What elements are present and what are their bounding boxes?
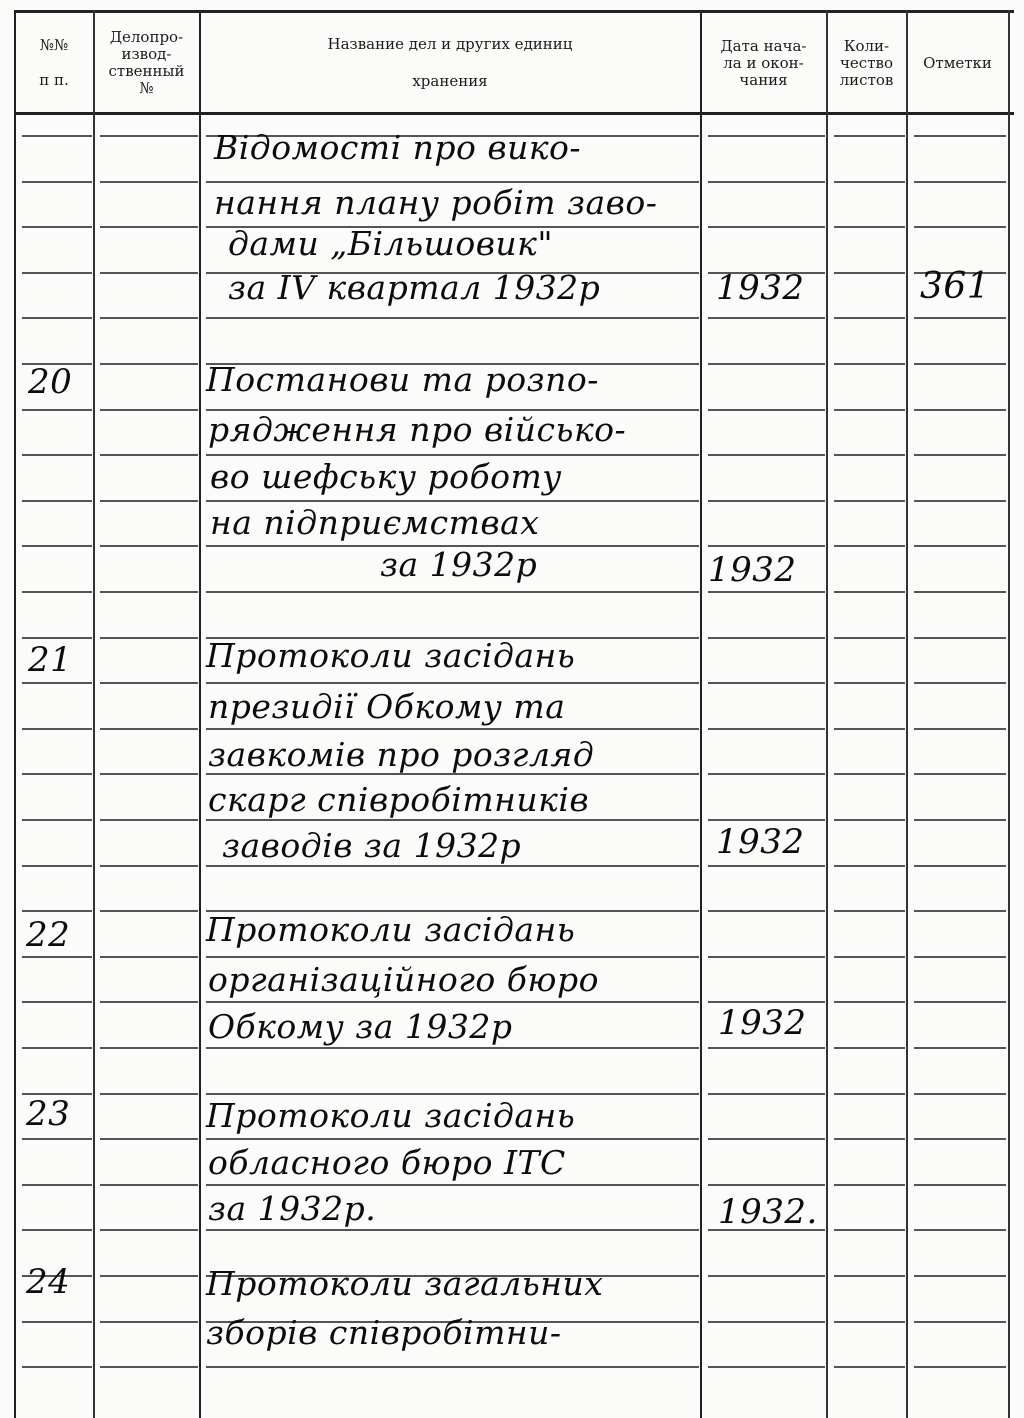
ruled-line [708, 226, 825, 228]
entry-number: 20 [28, 362, 73, 402]
entry-title-line: Протоколи засідань [206, 636, 576, 675]
ruled-line [834, 773, 905, 775]
ruled-line [914, 1001, 1006, 1003]
ruled-line [100, 135, 198, 137]
ruled-line [206, 1366, 699, 1368]
entry-title-line: Обкому за 1932р [208, 1007, 513, 1046]
ruled-line [708, 1321, 825, 1323]
entry-title-line: за IV квартал 1932р [228, 268, 601, 307]
ruled-line [914, 317, 1006, 319]
ruled-line [22, 910, 92, 912]
ruled-line [914, 682, 1006, 684]
ruled-line [22, 1138, 92, 1140]
header-title-line: хранения [412, 72, 488, 90]
entry-note: 361 [920, 266, 991, 307]
ruled-line [22, 637, 92, 639]
ruled-line [22, 773, 92, 775]
ruled-line [834, 1184, 905, 1186]
ruled-line [100, 181, 198, 183]
ruled-line [914, 1229, 1006, 1231]
ruled-line [834, 363, 905, 365]
ruled-line [914, 226, 1006, 228]
ruled-line [100, 773, 198, 775]
ruled-line [206, 728, 699, 730]
ruled-line [834, 1093, 905, 1095]
ruled-line [914, 728, 1006, 730]
header-dates-line: чания [739, 70, 788, 89]
entry-date: 1932. [718, 1192, 818, 1232]
header-notes-label: Отметки [923, 53, 992, 72]
ruled-line [708, 637, 825, 639]
ruled-line [100, 637, 198, 639]
header-office-line: № [139, 79, 154, 97]
ruled-line [834, 1275, 905, 1277]
ruled-line [100, 1001, 198, 1003]
ruled-line [914, 637, 1006, 639]
ruled-line [708, 454, 825, 456]
column-rule [199, 10, 201, 1418]
ruled-line [22, 500, 92, 502]
ruled-line [22, 272, 92, 274]
ruled-line [834, 591, 905, 593]
ruled-line [206, 454, 699, 456]
ruled-line [22, 1229, 92, 1231]
ruled-line [834, 1047, 905, 1049]
ruled-line [100, 317, 198, 319]
ruled-line [708, 1047, 825, 1049]
ruled-line [100, 1366, 198, 1368]
ruled-line [206, 865, 699, 867]
ruled-line [708, 500, 825, 502]
ruled-line [914, 181, 1006, 183]
ruled-line [100, 409, 198, 411]
entry-number: 24 [26, 1262, 71, 1302]
ruled-line [708, 181, 825, 183]
ruled-line [834, 272, 905, 274]
ruled-line [100, 865, 198, 867]
header-office-line: ственный [108, 62, 185, 80]
ruled-line [22, 226, 92, 228]
ruled-line [914, 1366, 1006, 1368]
header-sheets [828, 18, 905, 108]
ruled-line [100, 226, 198, 228]
ruled-line [834, 1001, 905, 1003]
ruled-line [22, 454, 92, 456]
header-num-line: №№ [39, 36, 69, 54]
ruled-line [22, 591, 92, 593]
header-num-line: п п. [39, 71, 69, 89]
ruled-line [914, 819, 1006, 821]
ruled-line [206, 1184, 699, 1186]
entry-title-line: президії Обкому та [208, 687, 566, 726]
ruled-line [834, 865, 905, 867]
ruled-line [914, 1321, 1006, 1323]
ruled-line [834, 545, 905, 547]
entry-title-line: зборів співробітни- [206, 1313, 562, 1352]
column-rule [1008, 10, 1010, 1418]
ruled-line [22, 956, 92, 958]
ruled-line [206, 1093, 699, 1095]
header-office-number [95, 18, 198, 108]
ruled-line [914, 1184, 1006, 1186]
ruled-line [206, 1001, 699, 1003]
ruled-line [834, 1321, 905, 1323]
ruled-line [22, 317, 92, 319]
column-rule [700, 10, 702, 1418]
entry-title-line: рядження про військо- [208, 410, 627, 449]
ruled-line [22, 682, 92, 684]
ruled-line [22, 1366, 92, 1368]
ruled-line [206, 317, 699, 319]
entry-title-line: на підприємствах [210, 503, 540, 542]
ruled-line [22, 728, 92, 730]
entry-title-line: завкомів про розгляд [208, 735, 595, 774]
entry-number: 22 [26, 915, 71, 955]
ruled-line [914, 500, 1006, 502]
ruled-line [708, 591, 825, 593]
ruled-line [100, 545, 198, 547]
ruled-line [834, 226, 905, 228]
ruled-line [206, 1047, 699, 1049]
header-dates-line: ла и окон- [723, 53, 804, 72]
ruled-line [834, 910, 905, 912]
ruled-line [914, 363, 1006, 365]
header-sheets-line: чество [840, 53, 893, 72]
ruled-line [100, 1275, 198, 1277]
entry-title-line: скарг співробітників [208, 780, 590, 819]
ruled-line [22, 1321, 92, 1323]
ruled-line [834, 409, 905, 411]
ruled-line [708, 865, 825, 867]
ruled-line [708, 773, 825, 775]
ruled-line [708, 819, 825, 821]
ruled-line [708, 1093, 825, 1095]
ruled-line [100, 682, 198, 684]
ruled-line [22, 1184, 92, 1186]
entry-number: 23 [26, 1094, 71, 1134]
ruled-line [914, 409, 1006, 411]
header-title [201, 18, 699, 108]
ruled-line [206, 956, 699, 958]
header-sheets-line: Коли- [843, 36, 890, 55]
entry-title-line: Протоколи загальних [206, 1264, 604, 1303]
ruled-line [708, 363, 825, 365]
ruled-line [100, 591, 198, 593]
ruled-line [834, 637, 905, 639]
header-rule [14, 112, 1014, 115]
ruled-line [834, 1366, 905, 1368]
entry-title-line: за 1932р. [208, 1189, 377, 1228]
entry-title-line: організаційного бюро [208, 960, 599, 999]
ruled-line [100, 1138, 198, 1140]
ruled-line [708, 545, 825, 547]
ruled-line [708, 682, 825, 684]
ruled-line [914, 591, 1006, 593]
ruled-line [708, 317, 825, 319]
header-dates [702, 18, 825, 108]
ruled-line [100, 454, 198, 456]
ruled-line [914, 454, 1006, 456]
ruled-line [100, 1229, 198, 1231]
ruled-line [22, 545, 92, 547]
entry-title-line: за 1932р [380, 545, 538, 584]
entry-date: 1932 [718, 1003, 807, 1043]
ruled-line [206, 682, 699, 684]
ruled-line [834, 317, 905, 319]
entry-title-line: Протоколи засідань [206, 1096, 576, 1135]
ruled-line [914, 1275, 1006, 1277]
ruled-line [100, 1093, 198, 1095]
ruled-line [834, 1229, 905, 1231]
ruled-line [100, 956, 198, 958]
ruled-line [834, 135, 905, 137]
entry-date: 1932 [716, 822, 805, 862]
ruled-line [100, 363, 198, 365]
ruled-line [708, 956, 825, 958]
ruled-line [100, 910, 198, 912]
header-num [16, 18, 92, 108]
ruled-line [914, 135, 1006, 137]
ruled-line [708, 910, 825, 912]
ruled-line [834, 181, 905, 183]
ruled-line [22, 865, 92, 867]
entry-title-line: заводів за 1932р [222, 826, 522, 865]
ruled-line [100, 1321, 198, 1323]
header-office-line: Делопро- [109, 28, 184, 46]
ruled-line [708, 135, 825, 137]
ruled-line [206, 1138, 699, 1140]
ruled-line [914, 1093, 1006, 1095]
header-dates-line: Дата нача- [720, 36, 807, 55]
entry-date: 1932 [708, 550, 797, 590]
entry-title-line: во шефську роботу [210, 457, 562, 496]
ruled-line [914, 910, 1006, 912]
ruled-line [100, 272, 198, 274]
entry-title-line: Протоколи засідань [206, 910, 576, 949]
ruled-line [22, 1001, 92, 1003]
ruled-line [206, 591, 699, 593]
top-rule [14, 10, 1014, 13]
ruled-line [22, 819, 92, 821]
ruled-line [834, 728, 905, 730]
ruled-line [22, 409, 92, 411]
ruled-line [206, 819, 699, 821]
entry-title-line: дами „Більшовик" [228, 224, 554, 263]
ruled-line [100, 1047, 198, 1049]
ruled-line [914, 1047, 1006, 1049]
ruled-line [834, 682, 905, 684]
ruled-line [708, 728, 825, 730]
ruled-line [206, 500, 699, 502]
ruled-line [100, 819, 198, 821]
column-rule [826, 10, 828, 1418]
column-rule [906, 10, 908, 1418]
header-title-line: Название дел и других единиц [327, 35, 573, 53]
entry-title-line: нання плану робіт заво- [214, 183, 658, 222]
entry-title-line: обласного бюро ІТС [208, 1143, 566, 1182]
column-rule [93, 10, 95, 1418]
entry-number: 21 [28, 640, 73, 680]
ruled-line [22, 135, 92, 137]
ruled-line [100, 500, 198, 502]
header-office-line: извод- [121, 45, 172, 63]
ruled-line [834, 819, 905, 821]
ruled-line [834, 500, 905, 502]
entry-title-line: Відомості про вико- [214, 128, 582, 167]
column-rule [14, 10, 16, 1418]
ruled-line [834, 454, 905, 456]
ruled-line [834, 1138, 905, 1140]
ruled-line [708, 1366, 825, 1368]
ruled-line [708, 1184, 825, 1186]
ruled-line [708, 1275, 825, 1277]
ruled-line [914, 865, 1006, 867]
ruled-line [100, 728, 198, 730]
ruled-line [914, 545, 1006, 547]
ruled-line [708, 409, 825, 411]
ruled-line [206, 1229, 699, 1231]
header-sheets-line: листов [839, 70, 894, 89]
ruled-line [100, 1184, 198, 1186]
ruled-line [22, 1047, 92, 1049]
entry-title-line: Постанови та розпо- [206, 360, 599, 399]
ruled-line [914, 773, 1006, 775]
ruled-line [708, 1138, 825, 1140]
ruled-line [834, 956, 905, 958]
ruled-line [22, 181, 92, 183]
ruled-line [914, 1138, 1006, 1140]
entry-date: 1932 [716, 268, 805, 308]
ruled-line [914, 956, 1006, 958]
header-notes [908, 18, 1007, 108]
